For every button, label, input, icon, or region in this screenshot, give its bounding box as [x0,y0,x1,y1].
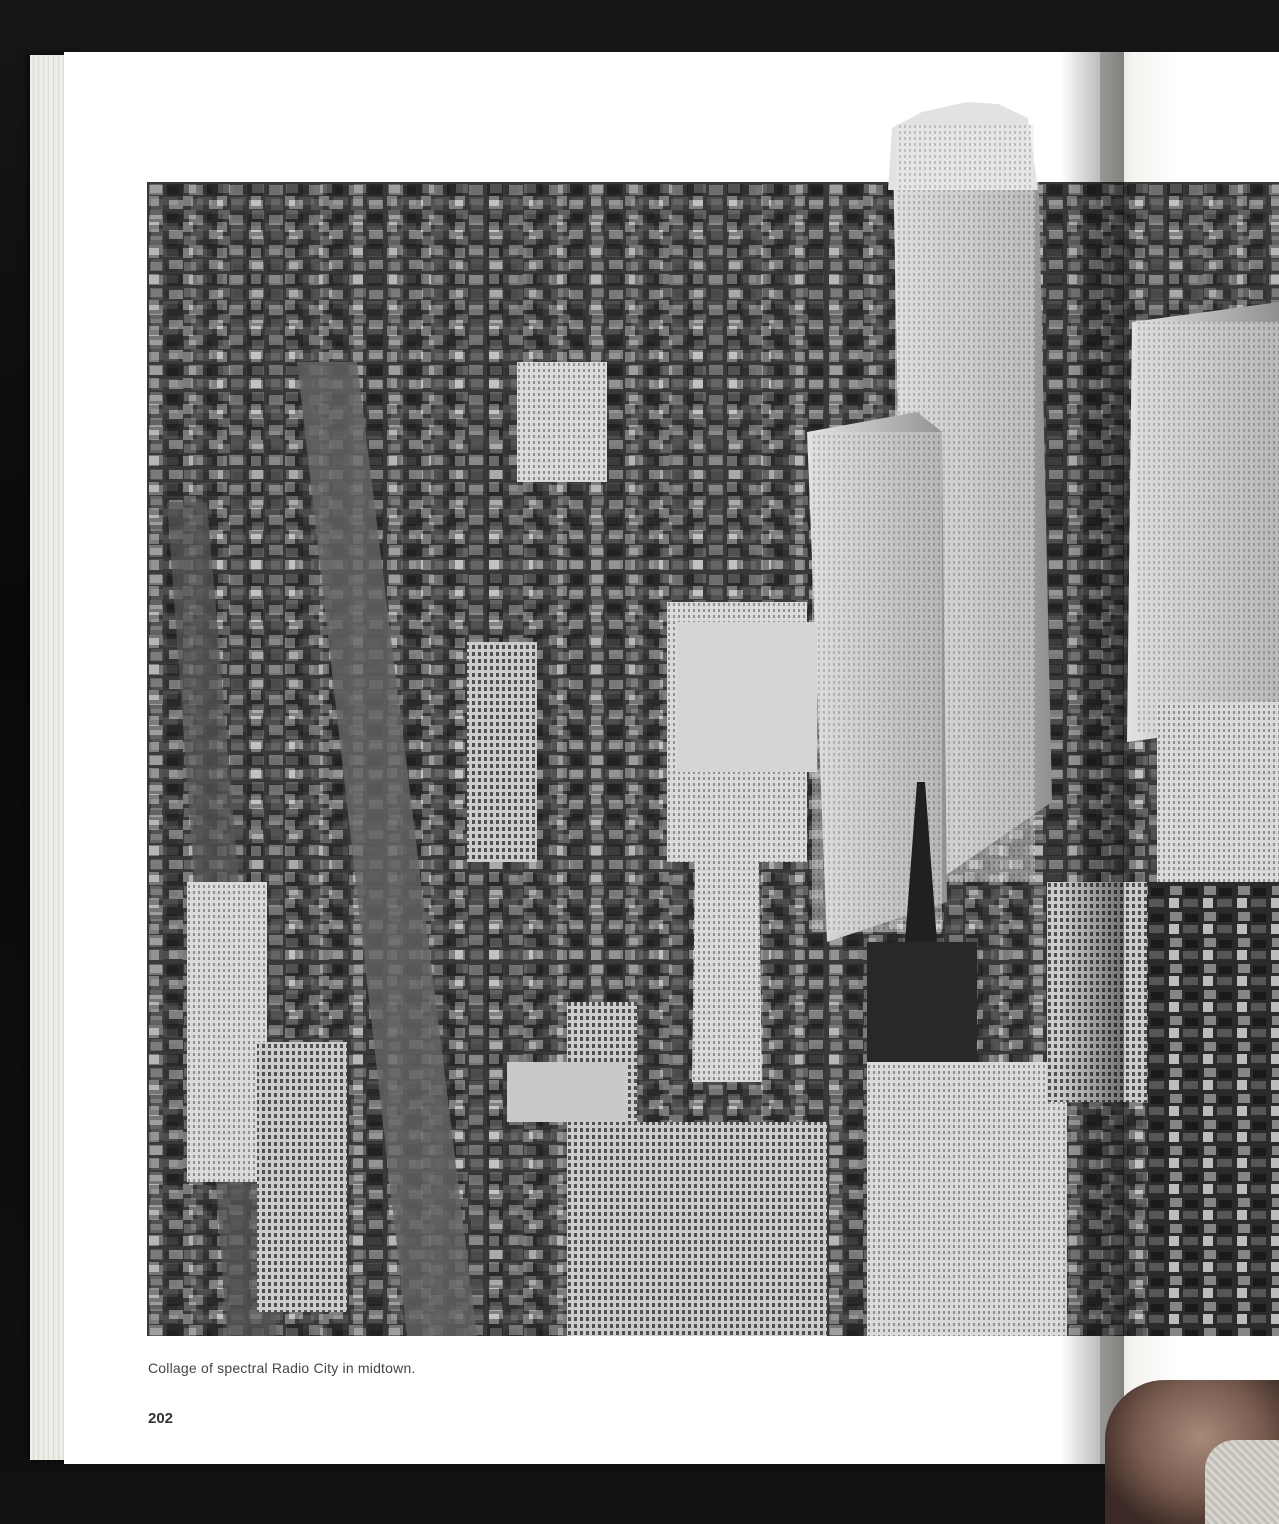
sweater-cuff [1205,1440,1279,1524]
tower-top-collage [888,100,1048,190]
page-number: 202 [148,1410,174,1427]
figure-caption: Collage of spectral Radio City in midtown. [148,1360,416,1376]
gutter-shadow [1060,52,1124,1464]
